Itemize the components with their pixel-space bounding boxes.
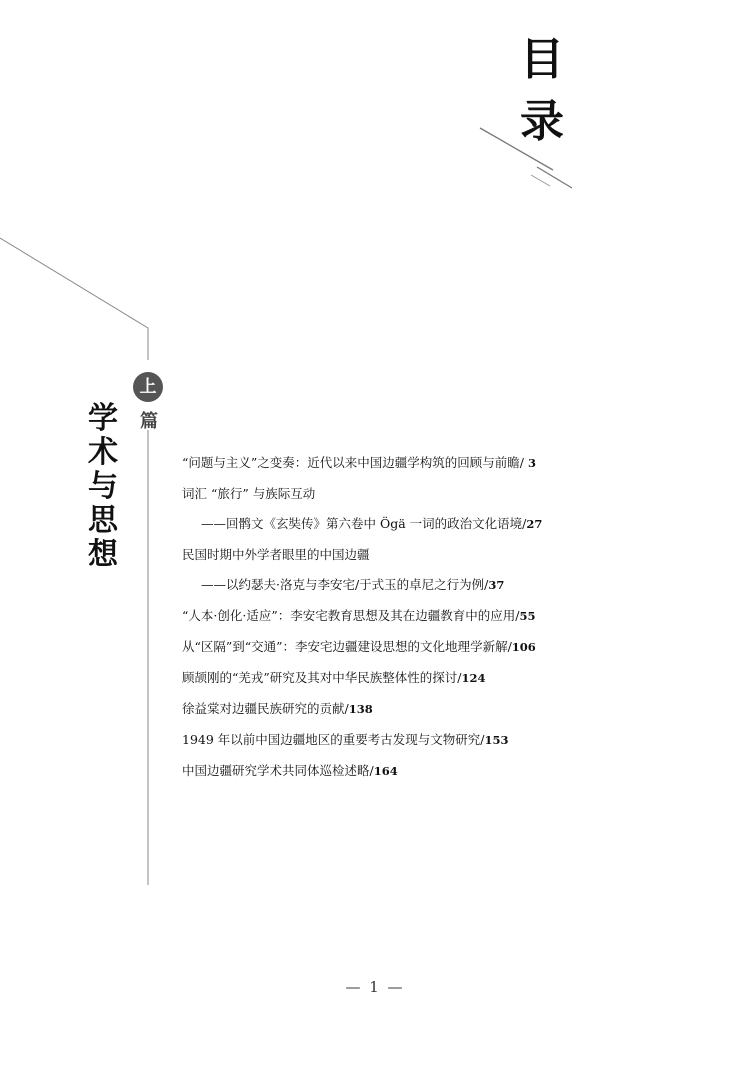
toc-page-number: 55 [519, 609, 536, 623]
title-stroke-3 [531, 175, 550, 186]
toc-entry[interactable] [182, 547, 652, 562]
toc-entry-text: 1949 年以前中国边疆地区的重要考古发现与文物研究/ [182, 732, 485, 747]
toc-entry[interactable] [182, 516, 652, 532]
toc-entry[interactable] [182, 670, 652, 686]
part-badge: 上 [133, 372, 163, 402]
toc-entry-text: 从“区隔”到“交通”：李安宅边疆建设思想的文化地理学新解/ [182, 639, 512, 654]
section-title [83, 402, 123, 572]
toc-entry-text: 顾颉刚的“羌戎”研究及其对中华民族整体性的探讨/ [182, 670, 462, 685]
toc-page-number: 153 [484, 733, 509, 747]
section-title-char: 想 [88, 537, 118, 572]
toc-page-number: 138 [348, 702, 373, 716]
title-stroke-1 [480, 128, 553, 170]
toc-entry[interactable] [182, 455, 652, 471]
toc-entry[interactable] [182, 577, 652, 593]
section-title-char: 思 [88, 503, 118, 538]
toc-entry[interactable] [182, 701, 652, 717]
table-of-contents [182, 455, 652, 779]
toc-entry-text: “问题与主义”之变奏：近代以来中国边疆学构筑的回顾与前瞻/ [182, 455, 524, 470]
toc-entry-text: “人本·创化·适应”：李安宅教育思想及其在边疆教育中的应用/ [182, 608, 520, 623]
section-title-char: 学 [88, 401, 118, 436]
margin-line [0, 238, 148, 360]
section-title-char: 术 [88, 435, 118, 470]
page-number: — 1 — [345, 978, 405, 996]
toc-entry-text: 徐益棠对边疆民族研究的贡献/ [182, 701, 349, 716]
title-char-lu: 录 [520, 96, 564, 147]
toc-entry-text: ——以约瑟夫·洛克与李安宅/于式玉的卓尼之行为例/ [201, 577, 489, 592]
toc-page-number: 27 [526, 517, 543, 531]
toc-entry[interactable] [182, 639, 652, 655]
part-suffix: 篇 [140, 411, 158, 432]
toc-page-number: 106 [511, 640, 536, 654]
section-title-char: 与 [88, 469, 118, 504]
title-stroke-2 [537, 167, 572, 188]
toc-page-number: 124 [461, 671, 486, 685]
toc-entry[interactable] [182, 763, 652, 779]
title-char-mu: 目 [520, 34, 564, 85]
toc-entry-text: 民国时期中外学者眼里的中国边疆 [182, 547, 370, 562]
toc-entry-text: 中国边疆研究学术共同体巡检述略/ [182, 763, 374, 778]
toc-page-number: 37 [488, 578, 505, 592]
toc-entry[interactable] [182, 732, 652, 748]
toc-page-number: 3 [527, 456, 536, 470]
toc-entry-text: 词汇 “旅行” 与族际互动 [182, 486, 316, 501]
toc-page-number: 164 [373, 764, 398, 778]
toc-entry-text: ——回鹘文《玄奘传》第六卷中 Ögä 一词的政治文化语境/ [201, 516, 527, 531]
toc-entry[interactable] [182, 486, 652, 501]
toc-entry[interactable] [182, 608, 652, 624]
